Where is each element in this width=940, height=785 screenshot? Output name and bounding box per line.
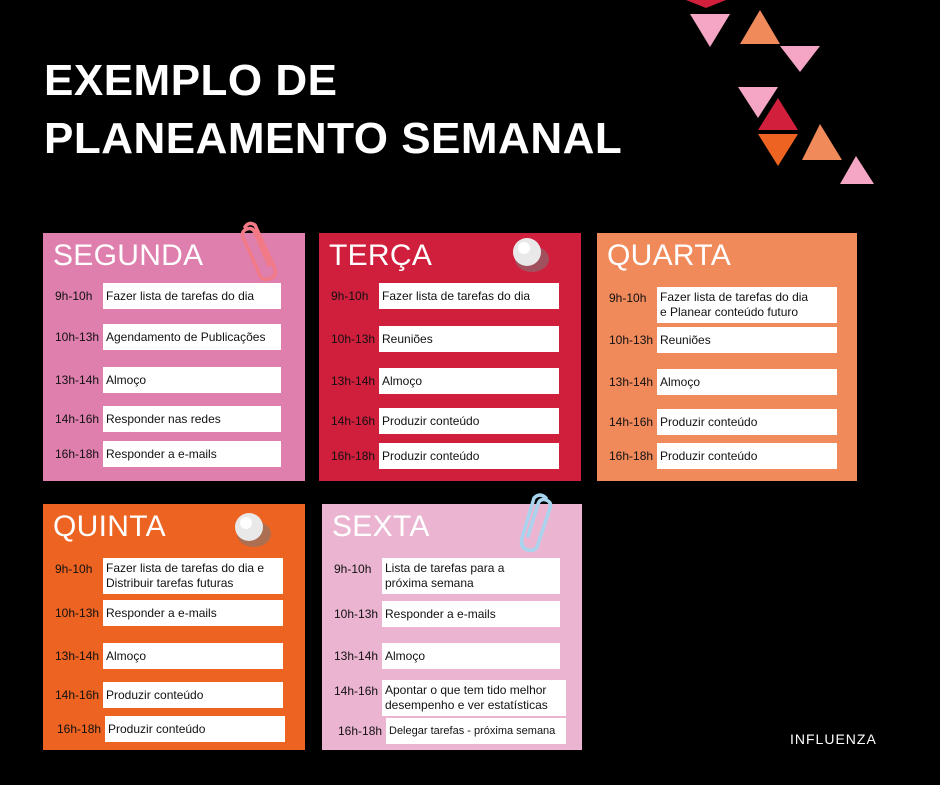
task-label: Reuniões xyxy=(657,327,837,353)
time-slot: 13h-14h xyxy=(331,374,376,388)
schedule-row xyxy=(336,718,566,744)
time-slot: 9h-10h xyxy=(55,289,93,303)
task-label xyxy=(382,558,560,594)
day-card-quinta xyxy=(43,504,305,750)
time-slot: 9h-10h xyxy=(55,562,93,576)
task-line: Fazer lista de tarefas do dia e xyxy=(106,561,265,575)
time-slot: 13h-14h xyxy=(55,649,100,663)
time-slot: 9h-10h xyxy=(334,562,372,576)
triangle-decoration xyxy=(780,46,820,72)
task-label: Almoço xyxy=(379,368,559,394)
task-line: próxima semana xyxy=(385,576,474,590)
schedule-row xyxy=(329,283,559,309)
decorative-triangles xyxy=(680,0,880,190)
schedule-row xyxy=(607,287,837,323)
schedule-row xyxy=(53,682,283,708)
task-label: Delegar tarefas - próxima semana xyxy=(386,718,566,744)
schedule-row xyxy=(332,601,560,627)
time-slot: 14h-16h xyxy=(609,415,654,429)
time-slot: 14h-16h xyxy=(55,412,100,426)
schedule-row xyxy=(329,326,559,352)
schedule-row xyxy=(329,368,559,394)
task-line: Fazer lista de tarefas do dia xyxy=(660,290,809,304)
time-slot: 16h-18h xyxy=(55,447,100,461)
task-line: Lista de tarefas para a xyxy=(385,561,505,575)
pushpin-icon xyxy=(229,510,275,550)
time-slot: 14h-16h xyxy=(331,414,376,428)
time-slot: 10h-13h xyxy=(55,606,100,620)
schedule-row xyxy=(607,443,837,469)
day-title: QUARTA xyxy=(607,239,732,272)
day-title: QUINTA xyxy=(53,510,166,543)
task-label: Produzir conteúdo xyxy=(657,443,837,469)
schedule-row xyxy=(607,409,837,435)
time-slot: 10h-13h xyxy=(609,333,654,347)
day-card-segunda xyxy=(43,233,305,481)
schedule-row xyxy=(53,283,281,309)
task-label: Produzir conteúdo xyxy=(657,409,837,435)
schedule-row xyxy=(53,367,281,393)
task-label: Almoço xyxy=(382,643,560,669)
task-label: Reuniões xyxy=(379,326,559,352)
task-label xyxy=(103,558,283,594)
time-slot: 13h-14h xyxy=(609,375,654,389)
triangle-decoration xyxy=(802,124,842,160)
day-title: TERÇA xyxy=(329,239,433,272)
time-slot: 10h-13h xyxy=(331,332,376,346)
schedule-row xyxy=(53,600,283,626)
triangle-decoration xyxy=(740,10,780,44)
time-slot: 13h-14h xyxy=(55,373,100,387)
paperclip-icon xyxy=(235,219,283,281)
task-label: Responder nas redes xyxy=(103,406,281,432)
page-title xyxy=(44,52,622,168)
time-slot: 14h-16h xyxy=(334,684,379,698)
task-label: Fazer lista de tarefas do dia xyxy=(103,283,281,309)
day-card-quarta xyxy=(597,233,857,481)
day-card-terca xyxy=(319,233,581,481)
task-label: Responder a e-mails xyxy=(103,600,283,626)
time-slot: 10h-13h xyxy=(334,607,379,621)
schedule-row xyxy=(53,324,281,350)
task-line: desempenho e ver estatísticas xyxy=(385,698,548,712)
day-card-sexta xyxy=(322,504,582,750)
time-slot: 13h-14h xyxy=(334,649,379,663)
paperclip-icon xyxy=(518,492,558,556)
schedule-row xyxy=(607,327,837,353)
task-label: Almoço xyxy=(103,367,281,393)
time-slot: 16h-18h xyxy=(338,724,383,738)
schedule-row xyxy=(53,441,281,467)
time-slot: 16h-18h xyxy=(331,449,376,463)
triangle-decoration xyxy=(840,156,874,184)
task-label: Produzir conteúdo xyxy=(103,682,283,708)
task-line: Apontar o que tem tido melhor xyxy=(385,683,547,697)
task-label: Almoço xyxy=(657,369,837,395)
schedule-row xyxy=(332,558,560,594)
schedule-row xyxy=(332,643,560,669)
time-slot: 16h-18h xyxy=(609,449,654,463)
task-label: Produzir conteúdo xyxy=(105,716,285,742)
title-line-2: PLANEAMENTO SEMANAL xyxy=(44,114,623,163)
schedule-row xyxy=(53,406,281,432)
schedule-row xyxy=(53,558,283,594)
triangle-decoration xyxy=(686,0,726,8)
triangle-decoration xyxy=(690,14,730,47)
task-line: Distribuir tarefas futuras xyxy=(106,576,234,590)
task-label xyxy=(382,680,566,716)
brand-logo-text: INFLUENZA xyxy=(790,731,877,747)
time-slot: 9h-10h xyxy=(609,291,647,305)
time-slot: 16h-18h xyxy=(57,722,102,736)
day-title: SEGUNDA xyxy=(53,239,204,272)
triangle-decoration xyxy=(758,134,798,166)
task-label xyxy=(657,287,837,323)
task-label: Almoço xyxy=(103,643,283,669)
schedule-row xyxy=(607,369,837,395)
schedule-row xyxy=(53,643,283,669)
schedule-row xyxy=(329,443,559,469)
task-label: Responder a e-mails xyxy=(103,441,281,467)
time-slot: 14h-16h xyxy=(55,688,100,702)
title-line-1: EXEMPLO DE xyxy=(44,56,338,105)
task-label: Produzir conteúdo xyxy=(379,408,559,434)
schedule-row xyxy=(55,716,285,742)
schedule-row xyxy=(332,680,566,716)
schedule-row xyxy=(329,408,559,434)
task-label: Responder a e-mails xyxy=(382,601,560,627)
task-label: Produzir conteúdo xyxy=(379,443,559,469)
task-label: Fazer lista de tarefas do dia xyxy=(379,283,559,309)
pushpin-icon xyxy=(507,235,553,275)
task-label: Agendamento de Publicações xyxy=(103,324,281,350)
task-line: e Planear conteúdo futuro xyxy=(660,305,799,319)
time-slot: 9h-10h xyxy=(331,289,369,303)
day-title: SEXTA xyxy=(332,510,430,543)
time-slot: 10h-13h xyxy=(55,330,100,344)
